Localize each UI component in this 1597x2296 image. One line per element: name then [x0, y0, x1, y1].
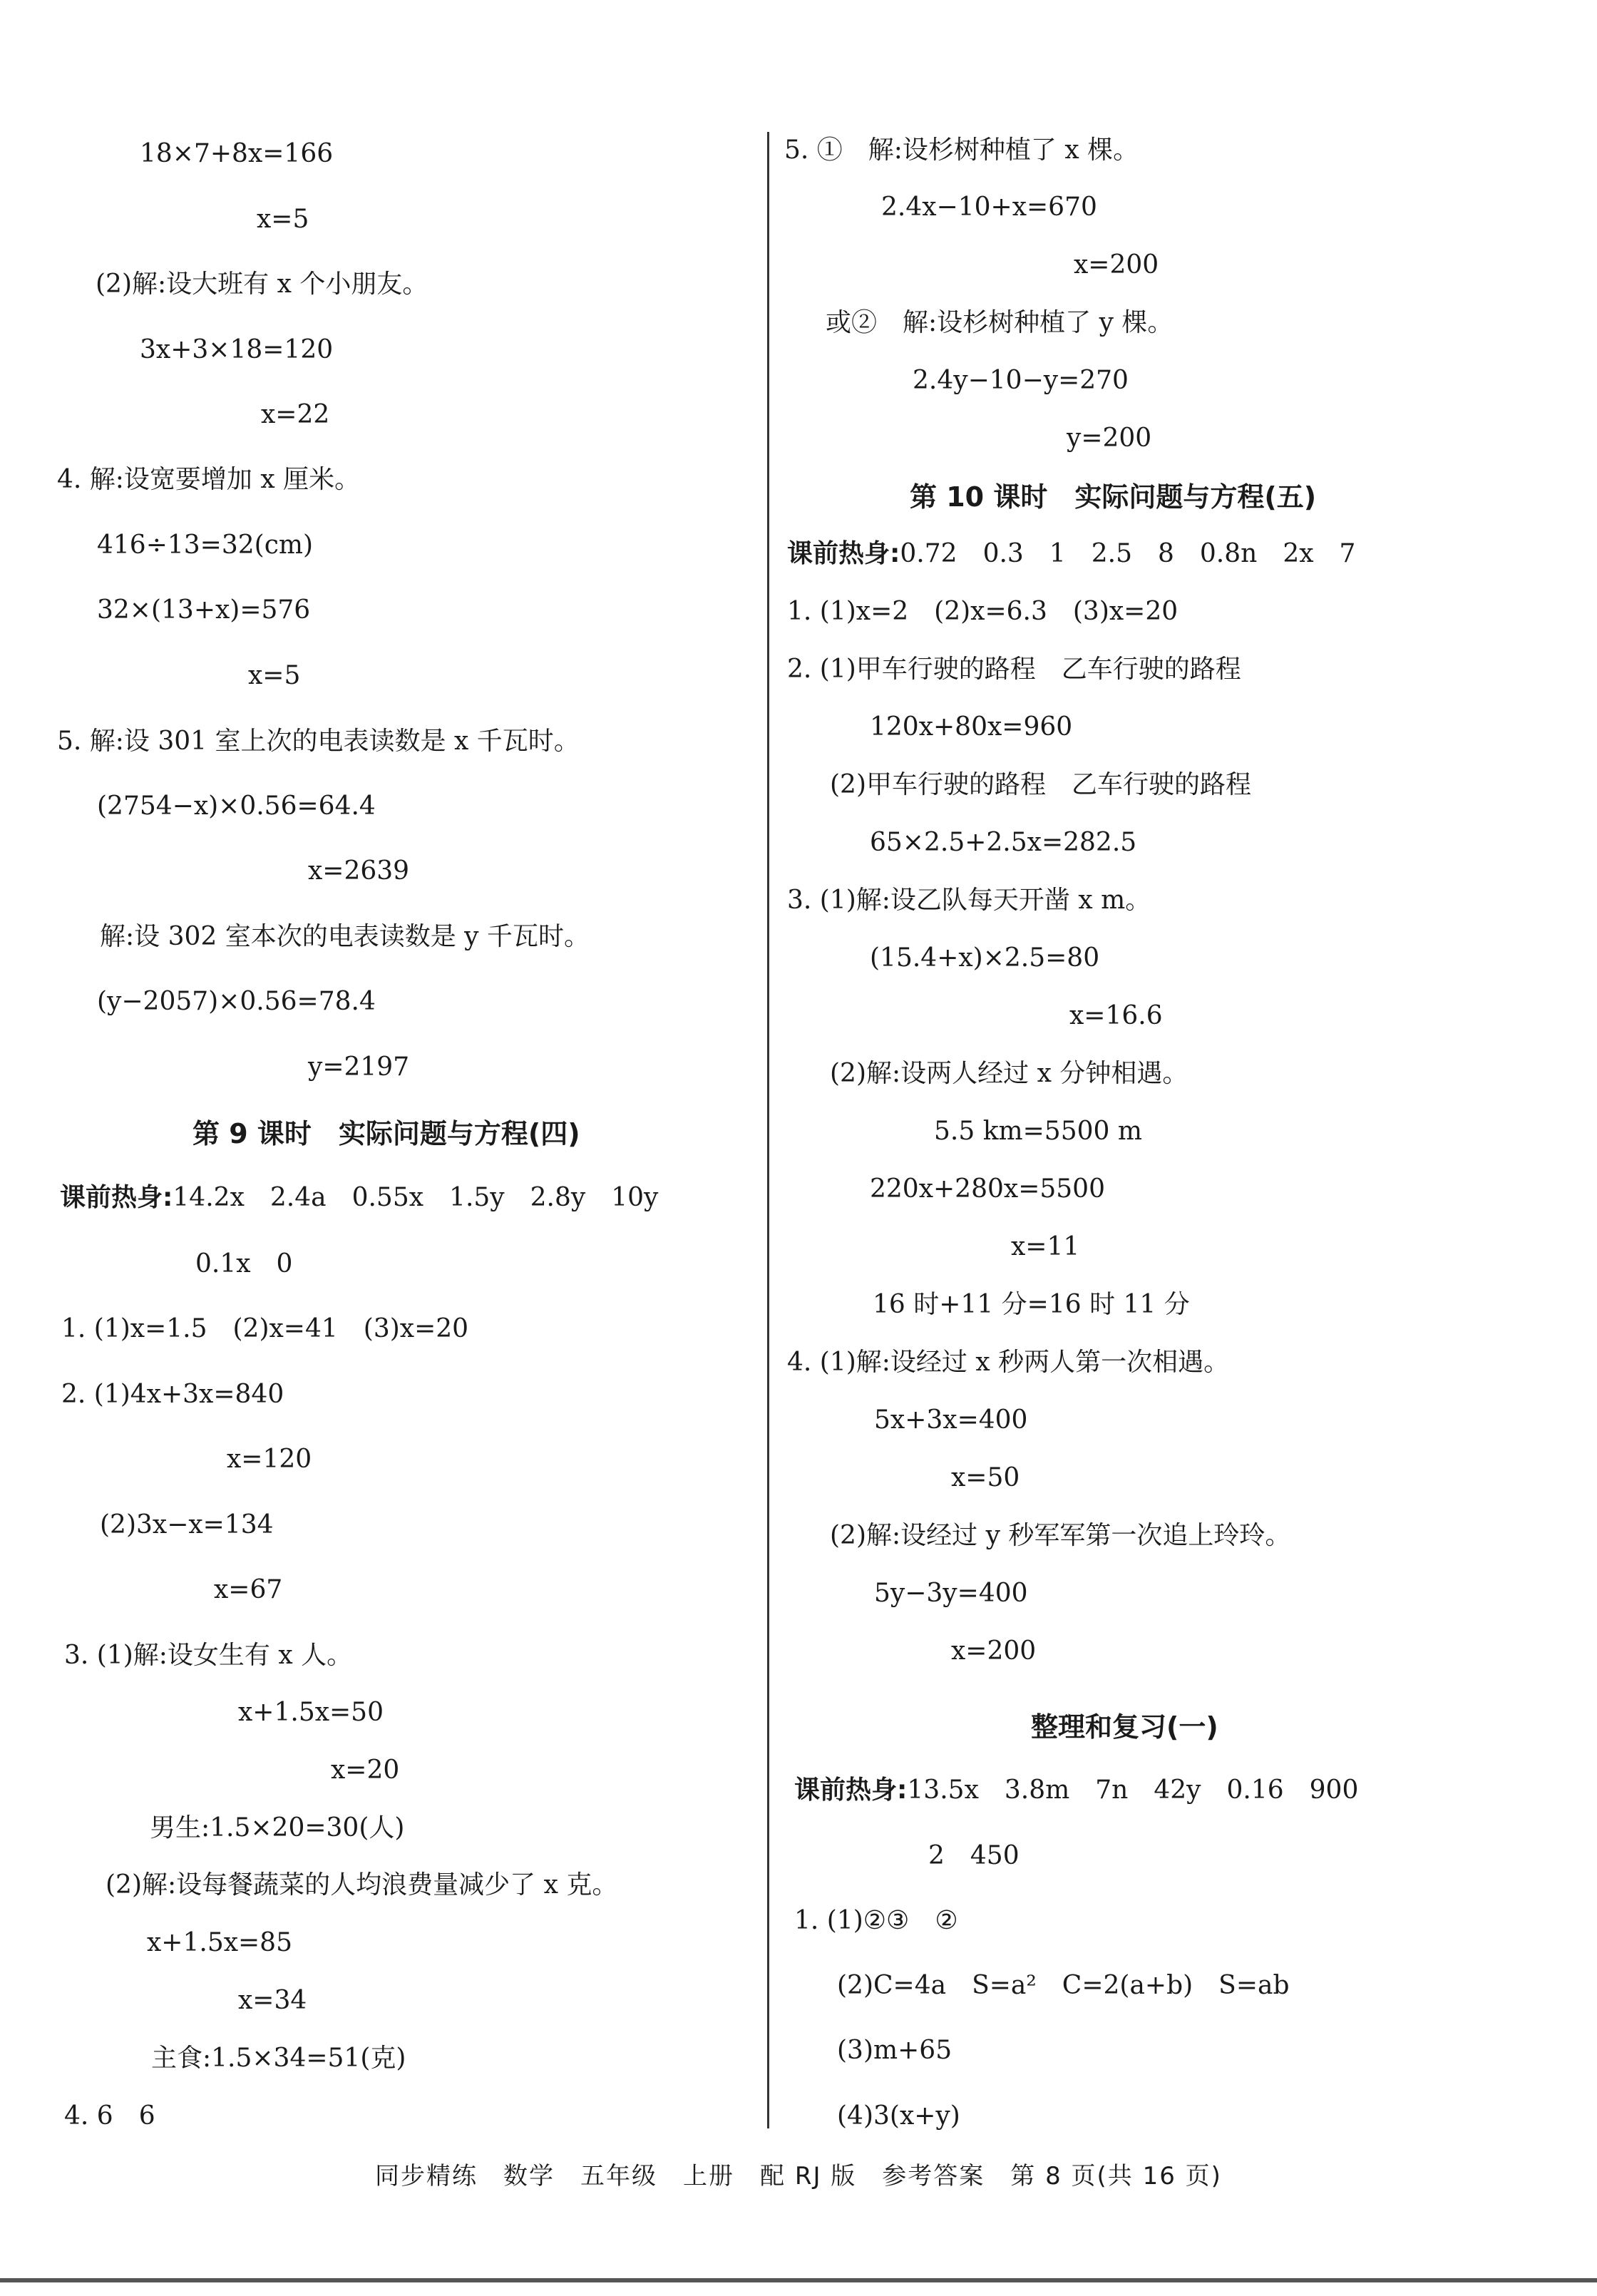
warmup-label: 课前热身:	[787, 539, 900, 568]
answer-line: 1. (1)x=2 (2)x=6.3 (3)x=20	[787, 597, 1179, 626]
answer-line: x+1.5x=50	[238, 1698, 384, 1727]
answer-line: (2)甲车行驶的路程 乙车行驶的路程	[830, 770, 1251, 799]
answer-line: 解:设 302 室本次的电表读数是 y 千瓦时。	[100, 922, 590, 951]
answer-line: 1. (1)x=1.5 (2)x=41 (3)x=20	[61, 1314, 469, 1343]
answer-line: y=200	[1067, 424, 1152, 453]
answer-line: 主食:1.5×34=51(克)	[151, 2044, 406, 2073]
answer-line: 0.1x 0	[195, 1249, 293, 1278]
warmup-line	[60, 1182, 658, 1214]
answer-line: 416÷13=32(cm)	[97, 531, 314, 560]
answer-line: 5. ① 解:设杉树种植了 x 棵。	[784, 135, 1139, 165]
answer-line: 5. 解:设 301 室上次的电表读数是 x 千瓦时。	[57, 727, 580, 756]
warmup-values: 13.5x 3.8m 7n 42y 0.16 900	[907, 1775, 1359, 1805]
answer-line: (2)C=4a S=a² C=2(a+b) S=ab	[837, 1971, 1290, 2000]
answer-line: x=34	[238, 1986, 307, 2015]
answer-line: 65×2.5+2.5x=282.5	[870, 828, 1137, 857]
answer-line: x=20	[331, 1756, 400, 1785]
answer-line: 16 时+11 分=16 时 11 分	[873, 1290, 1190, 1319]
answer-line: x=50	[951, 1463, 1020, 1492]
answer-line: (y−2057)×0.56=78.4	[97, 987, 376, 1016]
answer-line: 5y−3y=400	[874, 1579, 1028, 1608]
answer-line: 4. 解:设宽要增加 x 厘米。	[57, 465, 361, 494]
answer-line: 120x+80x=960	[870, 712, 1073, 742]
answer-line: 2.4x−10+x=670	[881, 193, 1097, 222]
answer-line: x=200	[951, 1636, 1037, 1666]
warmup-values: 14.2x 2.4a 0.55x 1.5y 2.8y 10y	[173, 1183, 659, 1212]
answer-line: 18×7+8x=166	[140, 139, 334, 168]
page-footer: 同步精练 数学 五年级 上册 配 RJ 版 参考答案 第 8 页(共 16 页)	[375, 2162, 1222, 2190]
answer-line: (2)解:设每餐蔬菜的人均浪费量减少了 x 克。	[106, 1870, 618, 1900]
answer-line: 2.4y−10−y=270	[913, 366, 1129, 395]
answer-line: x=2639	[308, 856, 410, 886]
answer-line: 220x+280x=5500	[870, 1174, 1105, 1204]
answer-line: 3. (1)解:设乙队每天开凿 x m。	[787, 886, 1151, 915]
answer-line: 2 450	[928, 1841, 1020, 1870]
answer-line: 4. (1)解:设经过 x 秒两人第一次相遇。	[787, 1348, 1230, 1377]
answer-line: 3. (1)解:设女生有 x 人。	[64, 1641, 353, 1670]
answer-line: x+1.5x=85	[147, 1928, 292, 1957]
warmup-line	[794, 1774, 1358, 1807]
section-heading: 第 9 课时 实际问题与方程(四)	[192, 1118, 580, 1149]
answer-line: x=200	[1074, 250, 1159, 280]
answer-line: x=67	[214, 1575, 283, 1604]
answer-line: 5x+3x=400	[874, 1405, 1028, 1435]
answer-line: 4. 6 6	[64, 2101, 155, 2131]
warmup-label: 课前热身:	[794, 1775, 908, 1805]
answer-line: 32×(13+x)=576	[97, 595, 311, 625]
answer-line: 3x+3×18=120	[140, 335, 334, 364]
answer-line: 1. (1)②③ ②	[794, 1906, 958, 1935]
answer-line: 2. (1)4x+3x=840	[61, 1380, 284, 1409]
answer-line: x=120	[227, 1445, 312, 1474]
answer-line: x=22	[261, 400, 330, 429]
answer-line: (3)m+65	[837, 2036, 952, 2065]
answer-line: (2)3x−x=134	[100, 1510, 274, 1539]
warmup-values: 0.72 0.3 1 2.5 8 0.8n 2x 7	[900, 539, 1356, 568]
column-divider	[767, 132, 769, 2128]
answer-line: 2. (1)甲车行驶的路程 乙车行驶的路程	[787, 655, 1241, 684]
section-heading: 整理和复习(一)	[1031, 1711, 1218, 1743]
answer-line: x=16.6	[1069, 1001, 1163, 1030]
answer-line: y=2197	[308, 1052, 410, 1082]
answer-line: x=5	[248, 661, 301, 690]
answer-line: 男生:1.5×20=30(人)	[150, 1813, 405, 1843]
answer-line: (4)3(x+y)	[837, 2101, 960, 2131]
bottom-rule	[0, 2278, 1597, 2282]
answer-line: (15.4+x)×2.5=80	[870, 943, 1100, 973]
warmup-label: 课前热身:	[60, 1183, 173, 1212]
answer-line: (2754−x)×0.56=64.4	[97, 791, 376, 821]
answer-line: (2)解:设两人经过 x 分钟相遇。	[830, 1059, 1188, 1088]
answer-line: x=5	[257, 205, 309, 234]
answer-line: x=11	[1011, 1232, 1080, 1261]
answer-line: 或② 解:设杉树种植了 y 棵。	[826, 308, 1174, 337]
warmup-line	[787, 538, 1355, 570]
answer-line: (2)解:设经过 y 秒军军第一次追上玲玲。	[830, 1521, 1291, 1550]
answer-line: 5.5 km=5500 m	[934, 1117, 1143, 1146]
answer-line: (2)解:设大班有 x 个小朋友。	[96, 270, 428, 299]
section-heading: 第 10 课时 实际问题与方程(五)	[910, 481, 1317, 513]
